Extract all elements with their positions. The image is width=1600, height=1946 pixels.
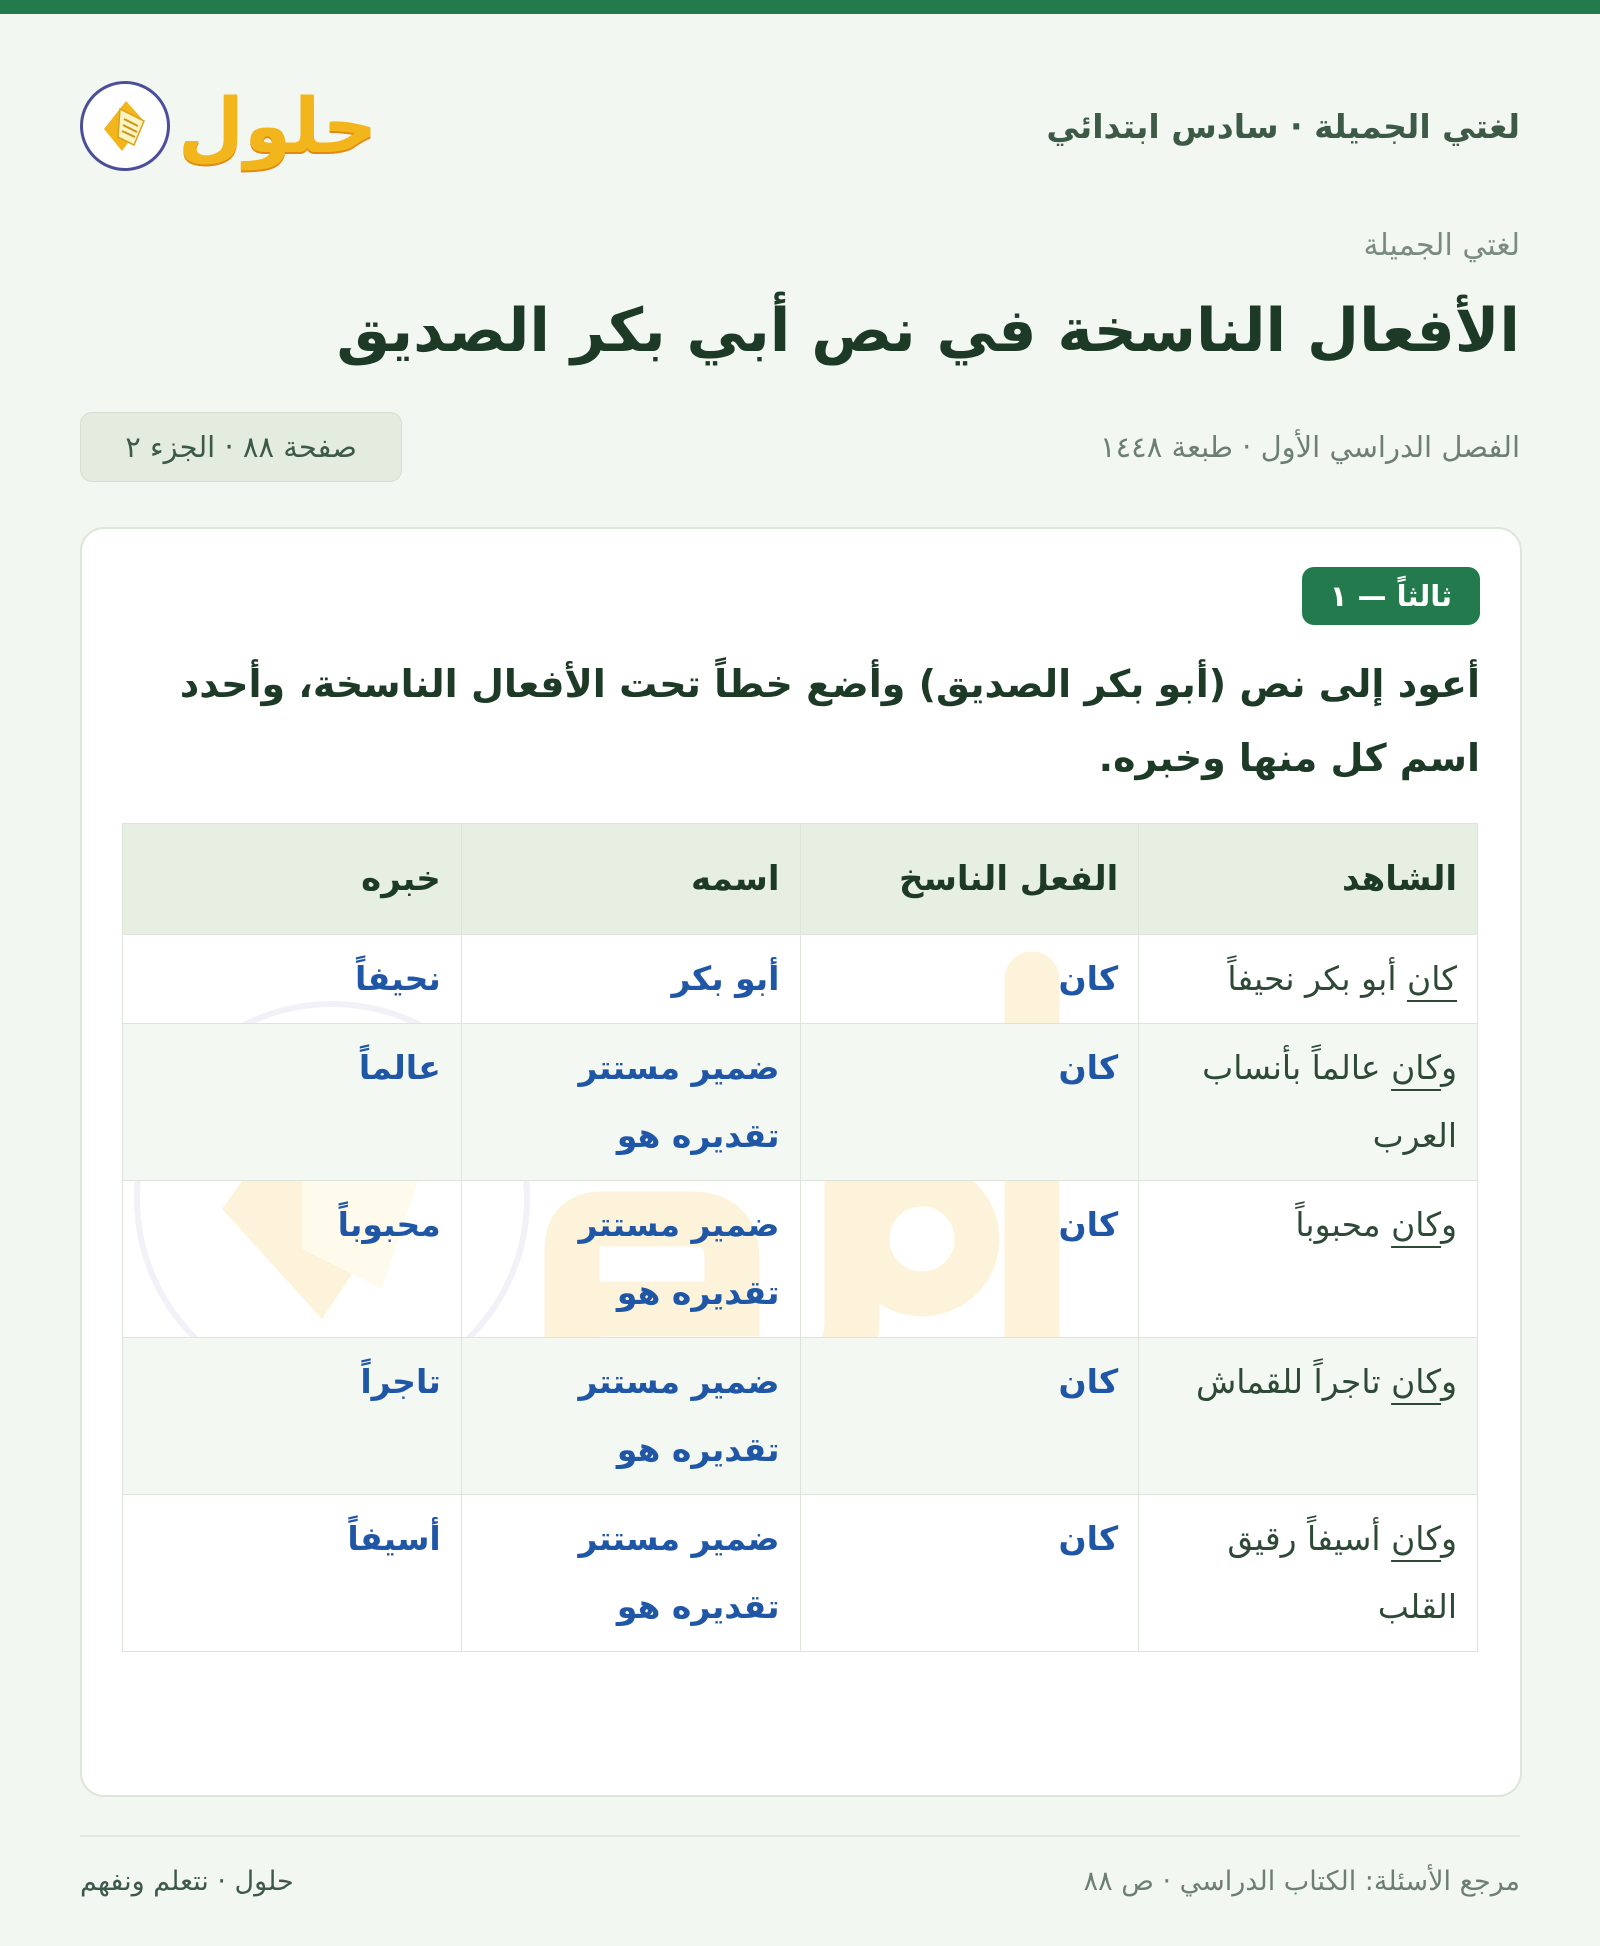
ism-cell: ضمير مستتر تقديره هو — [461, 1024, 800, 1181]
shahed-rest: محبوباً — [1295, 1205, 1392, 1244]
site-logo[interactable] — [80, 81, 377, 171]
fi3l-cell: كان — [800, 1495, 1139, 1652]
shahed-rest: أسيفاً رقيق القلب — [1227, 1519, 1457, 1626]
table-row — [123, 1495, 1478, 1652]
underlined-verb: كان — [1391, 1048, 1442, 1087]
logo-wordmark: حلول — [178, 81, 378, 170]
fi3l-cell: كان — [800, 1024, 1139, 1181]
header-title: لغتي الجميلة · سادس ابتدائي — [1046, 106, 1520, 146]
question-number-badge: ثالثاً — ١ — [1302, 567, 1480, 625]
table-row — [123, 1181, 1478, 1338]
table-row — [123, 935, 1478, 1024]
shahed-cell — [1139, 935, 1478, 1024]
answer-table — [122, 823, 1478, 1652]
shahed-rest: تاجراً للقماش — [1195, 1362, 1392, 1401]
subject-label: لغتي الجميلة — [1363, 228, 1520, 263]
page-badge: صفحة ٨٨ · الجزء ٢ — [80, 412, 402, 482]
ism-cell: أبو بكر — [461, 935, 800, 1024]
footer-reference: مرجع الأسئلة: الكتاب الدراسي · ص ٨٨ — [1083, 1866, 1520, 1897]
khabar-cell: عالماً — [123, 1024, 462, 1181]
ism-cell: ضمير مستتر تقديره هو — [461, 1495, 800, 1652]
fi3l-cell: كان — [800, 1338, 1139, 1495]
fi3l-cell: كان — [800, 1181, 1139, 1338]
ism-cell: ضمير مستتر تقديره هو — [461, 1338, 800, 1495]
page-title: الأفعال الناسخة في نص أبي بكر الصديق — [336, 296, 1520, 366]
shahed-cell — [1139, 1495, 1478, 1652]
header-shahed: الشاهد — [1139, 824, 1478, 935]
shahed-prefix: و — [1441, 1205, 1457, 1244]
shahed-prefix: و — [1441, 1519, 1457, 1558]
underlined-verb: كان — [1391, 1519, 1442, 1558]
khabar-cell: نحيفاً — [123, 935, 462, 1024]
footer-brand[interactable]: حلول · نتعلم ونفهم — [80, 1866, 294, 1897]
fi3l-cell: كان — [800, 935, 1139, 1024]
header-fi3l: الفعل الناسخ — [800, 824, 1139, 935]
khabar-cell: محبوباً — [123, 1181, 462, 1338]
header-ism: اسمه — [461, 824, 800, 935]
table-row — [123, 1338, 1478, 1495]
table-row — [123, 1024, 1478, 1181]
shahed-prefix: و — [1441, 1048, 1457, 1087]
underlined-verb: كان — [1391, 1205, 1442, 1244]
question-text: أعود إلى نص (أبو بكر الصديق) وأضع خطاً تحت الأفعال الناسخة، وأحدد اسم كل منها وخبره. — [179, 662, 1480, 780]
underlined-verb: كان — [1391, 1362, 1442, 1401]
site-header — [80, 66, 1520, 186]
ism-cell: ضمير مستتر تقديره هو — [461, 1181, 800, 1338]
shahed-rest: عالماً بأنساب العرب — [1202, 1048, 1457, 1155]
shahed-rest: أبو بكر نحيفاً — [1227, 959, 1407, 998]
top-accent-bar — [0, 0, 1600, 14]
table-header-row — [123, 824, 1478, 935]
question-card — [80, 527, 1522, 1797]
khabar-cell: تاجراً — [123, 1338, 462, 1495]
shahed-cell — [1139, 1024, 1478, 1181]
shahed-prefix: و — [1441, 1362, 1457, 1401]
semester-meta: الفصل الدراسي الأول · طبعة ١٤٤٨ — [1100, 430, 1520, 464]
header-khabar: خبره — [123, 824, 462, 935]
shahed-cell — [1139, 1181, 1478, 1338]
khabar-cell: أسيفاً — [123, 1495, 462, 1652]
footer-divider — [80, 1835, 1520, 1837]
underlined-verb: كان — [1407, 959, 1457, 998]
shahed-cell — [1139, 1338, 1478, 1495]
book-icon — [80, 81, 170, 171]
